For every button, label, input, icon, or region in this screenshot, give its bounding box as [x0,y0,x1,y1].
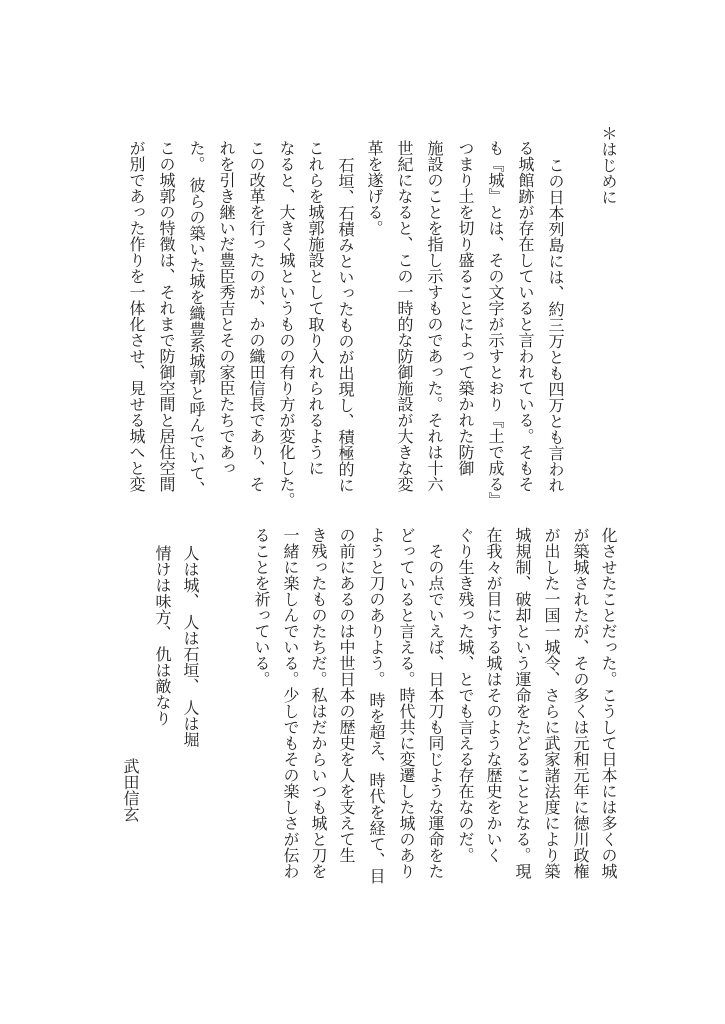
text-column: その点でいえば、日本刀も同じような運命をた [426,543,445,879]
section-heading: ＊はじめに [599,125,618,205]
quote-line: 人は城、 人は石垣、 人は堀 [181,545,200,748]
text-column: 世紀になると、この一時的な防御施設が大きな変 [395,140,414,492]
text-column: が出した一国一城令、さらに武家諸法度により築 [542,527,561,879]
text-column: る城館跡が存在していると言われている。そもそ [516,140,535,492]
text-column: どっていると言える。時代共に変遷した城のあり [397,527,416,879]
text-column: なると、大きく城というものの有り方が変化した。 [277,140,296,508]
text-column: この城郭の特徴は、それまで防御空間と居住空間 [157,140,176,492]
text-column: 化させたことだった。こうして日本には多くの城 [599,527,618,879]
text-column: が別であった作りを一体化させ、見せる城へと変 [127,140,146,492]
quote-attribution: 武田信玄 [121,758,140,822]
text-column: 一緒に楽しんでいる。少しでもその楽しさが伝わ [281,527,300,879]
text-column: れを引き継いだ豊臣秀吉とその家臣たちであっ [217,140,236,476]
text-column: つまり土を切り盛ることによって築かれた防御 [456,140,475,476]
text-column: が築城されたが、その多くは元和元年に徳川政権 [571,527,590,879]
text-column: ぐり生き残った城、とでも言える存在なのだ。 [456,527,475,863]
text-column: も『城』とは、その文字が示すとおり『土で成る』 [486,140,505,508]
text-column: この改革を行ったのが、かの織田信長であり、そ [247,140,266,492]
text-column: この日本列島には、約三万とも四万とも言われ [546,157,565,493]
text-column: た。 彼らの築いた城を織豊系城郭と呼んでいて、 [187,140,206,498]
quote-line: 情けは味方、 仇は敵なり [153,545,172,727]
text-column: 革を遂げる。 [365,140,384,236]
text-column: 施設のことを指し示すものであった。それは十六 [425,140,444,492]
text-column: ようと刀のありよう。 時を超え、時代を経て、目 [367,527,386,885]
text-column: 石垣、石積みといったものが出現し、積極的に [336,157,355,493]
text-column: き残ったものたちだ。私はだからいつも城と刀を [309,527,328,879]
text-column: 城規制、破却という運命をたどることとなる。現 [513,527,532,879]
text-column: ることを祈っている。 [252,527,271,687]
text-column: 在我々が目にする城はそのような歴史をかいく [484,527,503,863]
text-column: これらを城郭施設として取り入れられるように [306,140,325,476]
text-column: の前にあるのは中世日本の歴史を人を支えて生 [337,527,356,863]
